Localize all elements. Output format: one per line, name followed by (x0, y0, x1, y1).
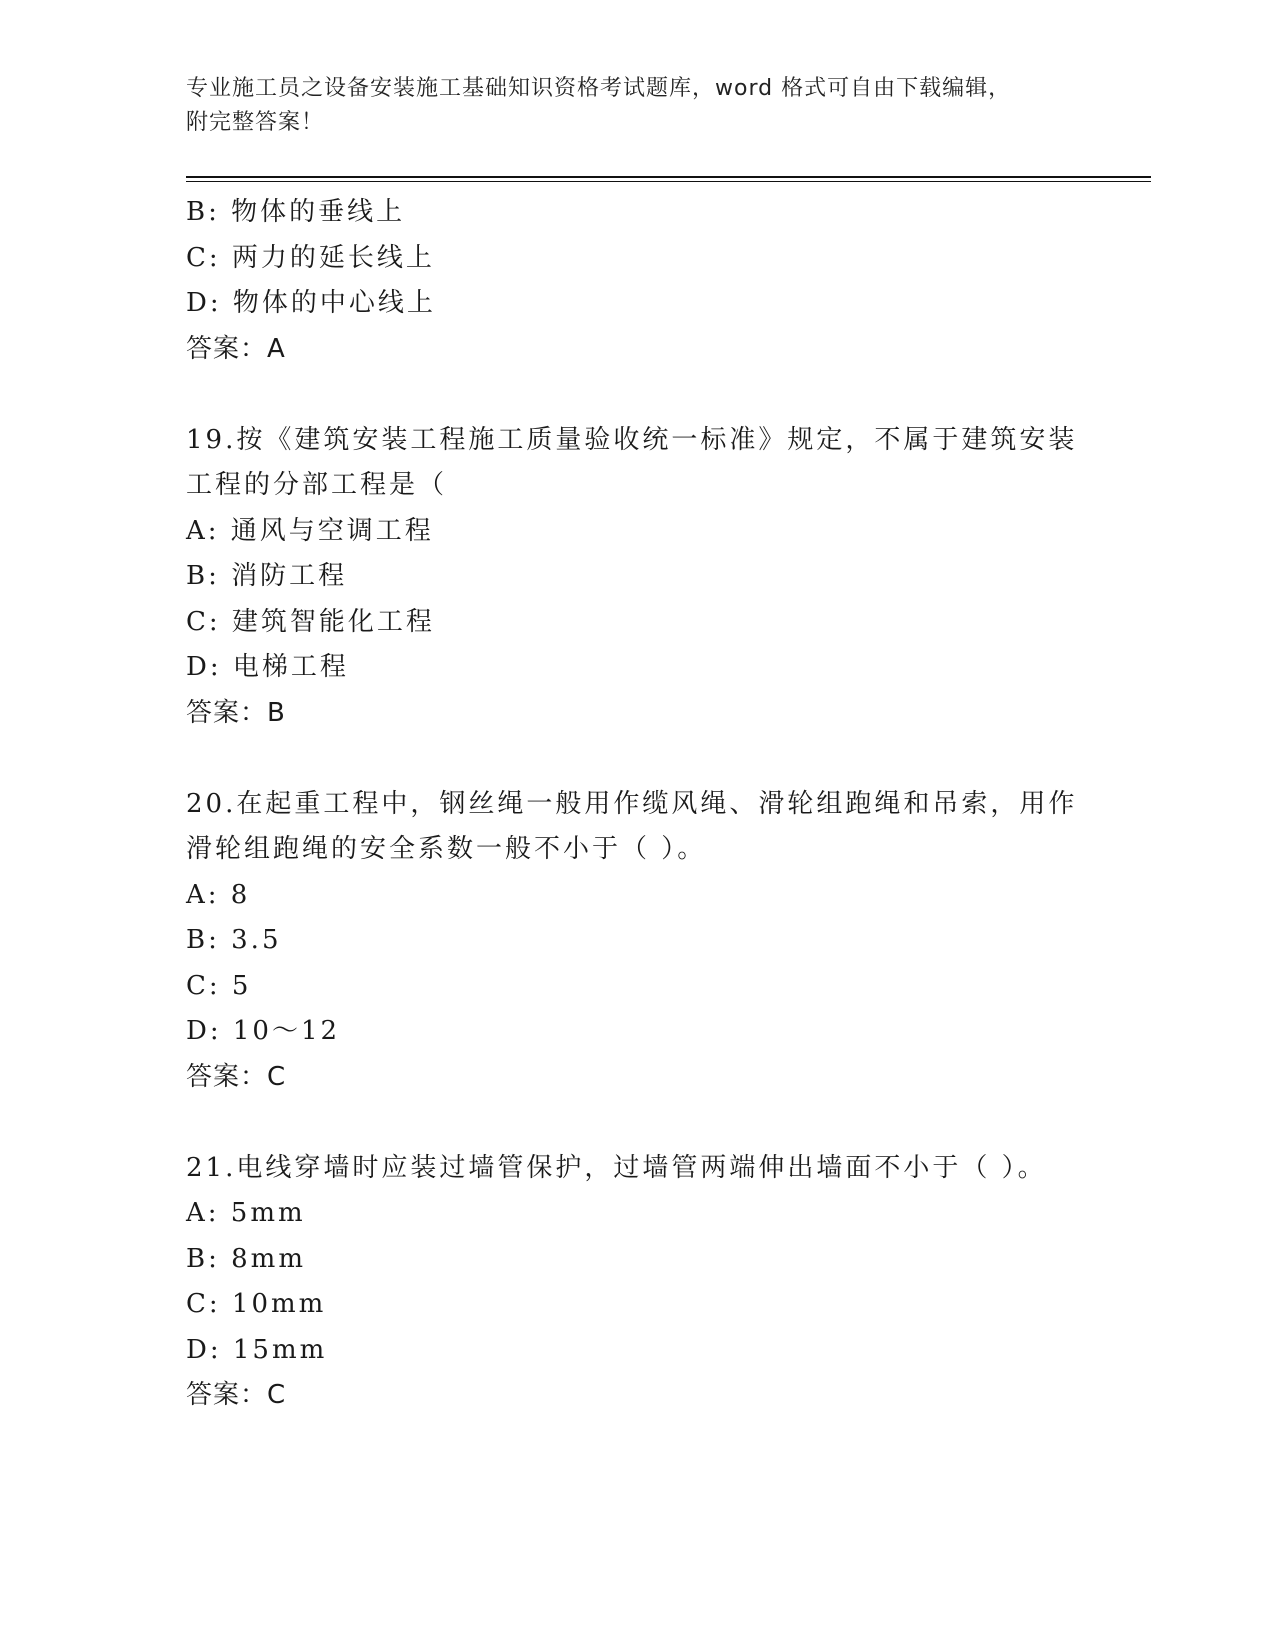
question-stem-line-2: 工程的分部工程是（ (186, 470, 448, 500)
option-a: A: 8 (186, 879, 251, 910)
option-b: B: 消防工程 (186, 561, 348, 591)
option-d: D: 物体的中心线上 (186, 288, 436, 318)
answer: 答案：C (186, 1061, 287, 1092)
option-b: B: 3.5 (186, 925, 282, 955)
page-header (186, 72, 1066, 140)
spacer (186, 736, 1086, 782)
question-stem-line-1: 20.在起重工程中，钢丝绳一般用作缆风绳、滑轮组跑绳和吊索，用作 (186, 788, 1078, 819)
option-b: B: 物体的垂线上 (186, 197, 406, 227)
header-divider-thick (186, 176, 1151, 178)
spacer (186, 372, 1086, 418)
header-line-2: 附完整答案！ (186, 110, 325, 135)
option-d: D: 10～12 (186, 1016, 341, 1046)
answer: 答案：C (186, 1380, 287, 1410)
option-a: A: 5mm (186, 1198, 306, 1228)
option-c: C: 两力的延长线上 (186, 242, 435, 273)
option-c: C: 10mm (186, 1289, 327, 1319)
option-d: D: 15mm (186, 1334, 328, 1365)
question-20 (186, 782, 1086, 1101)
question-list (186, 190, 1086, 1419)
question-stem-line-1: 21.电线穿墙时应装过墙管保护，过墙管两端伸出墙面不小于（ ）。 (186, 1152, 1047, 1183)
option-b: B: 8mm (186, 1243, 306, 1274)
question-19 (186, 418, 1086, 737)
option-a: A: 通风与空调工程 (186, 515, 434, 546)
question-18 (186, 190, 1086, 372)
question-21 (186, 1146, 1086, 1419)
option-c: C: 5 (186, 970, 252, 1001)
option-d: D: 电梯工程 (186, 652, 349, 682)
header-line-1: 专业施工员之设备安装施工基础知识资格考试题库，word 格式可自由下载编辑， (186, 76, 1012, 101)
answer: 答案：A (186, 333, 286, 364)
option-c: C: 建筑智能化工程 (186, 606, 435, 637)
spacer (186, 1100, 1086, 1146)
question-stem-line-1: 19.按《建筑安装工程施工质量验收统一标准》规定，不属于建筑安装 (186, 424, 1078, 455)
header-divider-thin (186, 181, 1151, 182)
question-stem-line-2: 滑轮组跑绳的安全系数一般不小于（ ）。 (186, 834, 707, 864)
answer: 答案：B (186, 697, 286, 728)
